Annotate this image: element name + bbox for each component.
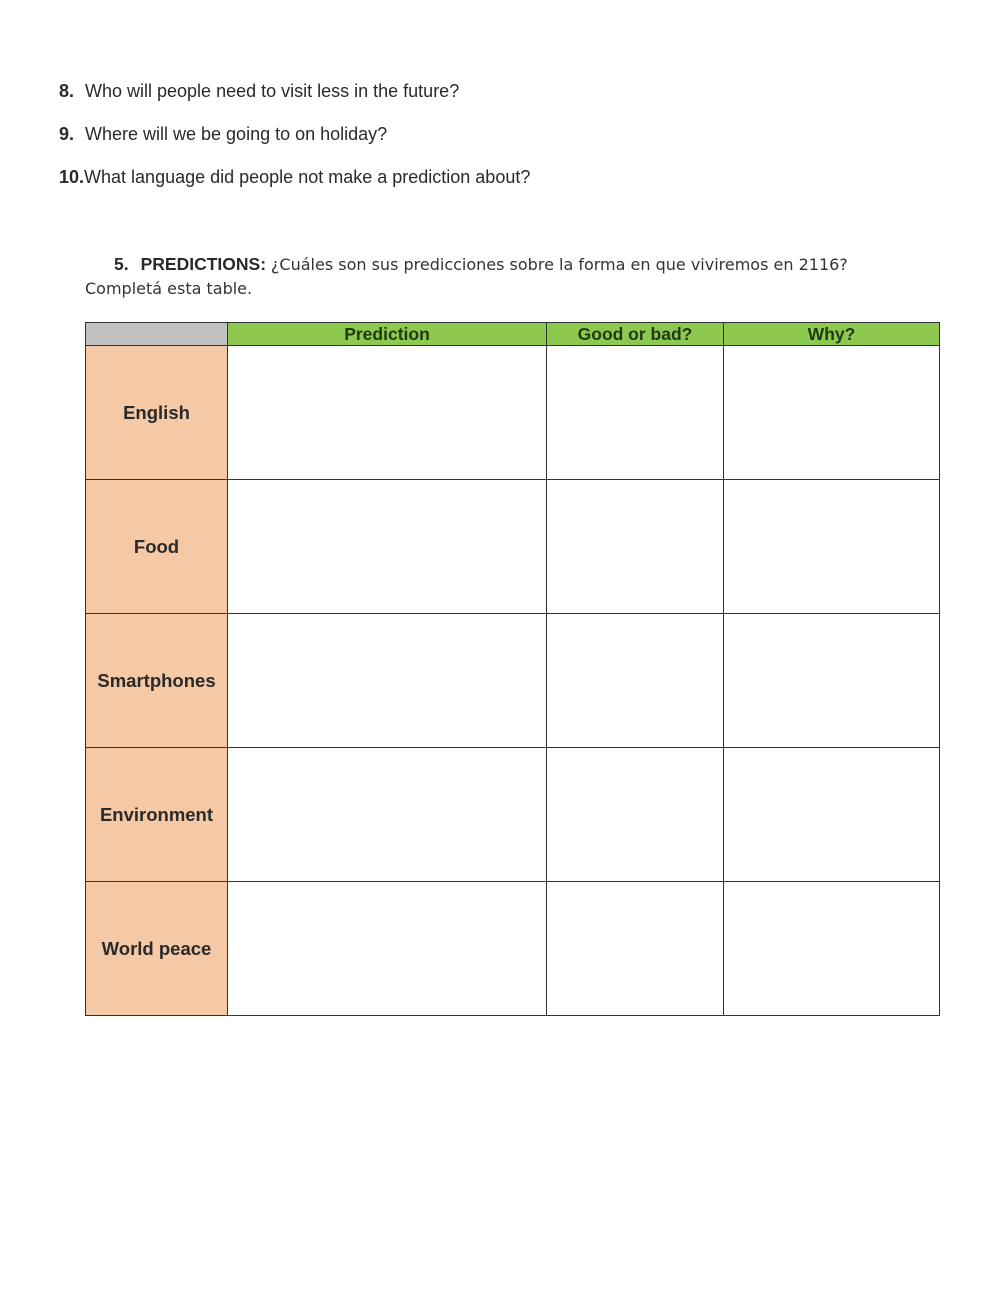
header-why: Why?	[724, 323, 940, 346]
row-label-smartphones: Smartphones	[86, 614, 228, 748]
predictions-table	[85, 322, 940, 1016]
question-9	[59, 122, 959, 165]
section-number: 5.	[114, 254, 129, 274]
section-heading	[85, 252, 945, 301]
why-cell[interactable]	[724, 614, 940, 748]
section-instruction: ¿Cuáles son sus predicciones sobre la forma en que viviremos en 2116?	[270, 255, 848, 274]
table-header-row	[86, 323, 940, 346]
header-good-or-bad: Good or bad?	[547, 323, 724, 346]
question-number: 10.	[59, 167, 85, 187]
question-8	[59, 79, 959, 122]
good-or-bad-cell[interactable]	[547, 614, 724, 748]
why-cell[interactable]	[724, 748, 940, 882]
row-label-food: Food	[86, 480, 228, 614]
question-text: Who will people need to visit less in the future?	[85, 81, 460, 101]
section-instruction-line2: Completá esta table.	[85, 279, 253, 298]
table-row	[86, 748, 940, 882]
header-prediction: Prediction	[228, 323, 547, 346]
row-label-environment: Environment	[86, 748, 228, 882]
why-cell[interactable]	[724, 346, 940, 480]
section-title: PREDICTIONS:	[140, 254, 267, 274]
question-list	[59, 79, 959, 208]
row-label-english: English	[86, 346, 228, 480]
table-row	[86, 614, 940, 748]
header-corner-cell	[86, 323, 228, 346]
question-number: 8.	[59, 81, 75, 101]
good-or-bad-cell[interactable]	[547, 748, 724, 882]
prediction-cell[interactable]	[228, 748, 547, 882]
question-text: Where will we be going to on holiday?	[85, 124, 388, 144]
prediction-cell[interactable]	[228, 882, 547, 1016]
question-number: 9.	[59, 124, 75, 144]
good-or-bad-cell[interactable]	[547, 882, 724, 1016]
good-or-bad-cell[interactable]	[547, 480, 724, 614]
why-cell[interactable]	[724, 882, 940, 1016]
question-text: What language did people not make a prediction about?	[84, 167, 531, 187]
prediction-cell[interactable]	[228, 346, 547, 480]
table-row	[86, 480, 940, 614]
why-cell[interactable]	[724, 480, 940, 614]
prediction-cell[interactable]	[228, 480, 547, 614]
question-10	[59, 165, 959, 208]
table-row	[86, 346, 940, 480]
row-label-world-peace: World peace	[86, 882, 228, 1016]
table-row	[86, 882, 940, 1016]
good-or-bad-cell[interactable]	[547, 346, 724, 480]
prediction-cell[interactable]	[228, 614, 547, 748]
